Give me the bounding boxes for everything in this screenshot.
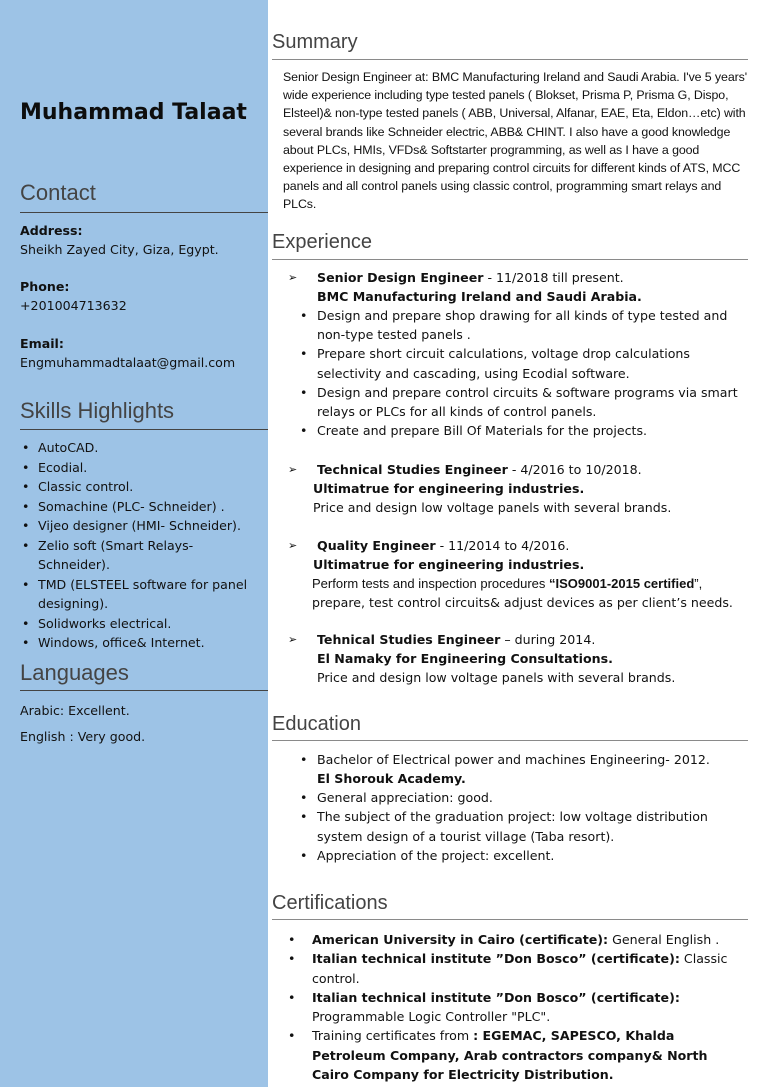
list-item: • Windows, office& Internet. (22, 635, 205, 650)
list-item: • TMD (ELSTEEL software for panel designing). (22, 576, 248, 611)
list-item: • Ecodial. (22, 459, 88, 475)
contact-divider (20, 212, 268, 213)
job-company: Ultimatrue for engineering industries. (313, 557, 585, 572)
job-title-line: Technical Studies Engineer - 4/2016 to 10/2018. (317, 462, 642, 477)
summary-text: Senior Design Engineer at: BMC Manufacturing Ireland and Saudi Arabia. I've 5 years' wide experience including type tested panels ( Blokset, Prisma P, Prisma G, Dispo, Elsteel)& non-type tested panels ( ABB, Universal, Alfanar, EAE, Eta, Eldon…etc) with several brands like Schneider electric, ABB& CHINT. I also have a good knowledge about PLCs, HMIs, VFDs& Softstarter programming, as well as I have a good experience in designing and preparing control circuits for different kinds of ATS, MCC panels and all control panels using classic control, programming smart relays and PLCs. (283, 70, 747, 212)
certifications-divider (272, 919, 748, 920)
email-label: Email: (20, 336, 64, 351)
job-entry (288, 268, 748, 440)
job-company: El Namaky for Engineering Consultations. (317, 651, 613, 666)
list-item: • Solidworks electrical. (22, 615, 172, 631)
job-company: Ultimatrue for engineering industries. (313, 481, 585, 496)
list-item: • Zelio soft (Smart Relays- Schneider). (22, 537, 194, 572)
list-item: • Bachelor of Electrical power and machines Engineering- 2012. (300, 752, 710, 767)
job-title-line: Tehnical Studies Engineer – during 2014. (317, 632, 596, 647)
skills-list (20, 438, 268, 653)
address-label: Address: (20, 223, 83, 238)
skills-heading: Skills Highlights (20, 398, 175, 423)
list-item: • AutoCAD. (22, 440, 99, 455)
education-heading: Education (272, 713, 361, 735)
languages-divider (20, 690, 268, 691)
list-item: • Design and prepare shop drawing for all kinds of type tested and non-type tested panels . (300, 308, 728, 343)
education-school: El Shorouk Academy. (317, 771, 466, 787)
list-item: • Create and prepare Bill Of Materials for the projects. (300, 423, 648, 439)
candidate-name: Muhammad Talaat (20, 100, 247, 125)
arrow-icon: ➢ (288, 463, 298, 476)
email-value: Engmuhammadtalaat@gmail.com (20, 355, 236, 370)
job-company: BMC Manufacturing Ireland and Saudi Arabia. (317, 289, 642, 304)
job-title-line: Quality Engineer - 11/2014 to 4/2016. (317, 538, 570, 553)
job-entry (288, 536, 748, 612)
list-item: • General appreciation: good. (300, 790, 493, 806)
list-item: • Design and prepare control circuits & software programs via smart relays or PLCs for all kinds of control panels. (300, 384, 738, 420)
arrow-icon: ➢ (288, 271, 298, 284)
language-english: English : Very good. (20, 729, 146, 744)
address-value: Sheikh Zayed City, Giza, Egypt. (20, 242, 219, 257)
list-item: • Classic control. (22, 479, 134, 494)
job-entry (288, 460, 748, 517)
arrow-icon: ➢ (288, 539, 298, 552)
language-arabic: Arabic: Excellent. (20, 703, 130, 718)
summary-divider (272, 59, 748, 60)
job-description: Price and design low voltage panels with several brands. (313, 500, 672, 515)
list-item: • Training certificates from : EGEMAC, SAPESCO, Khalda Petroleum Company, Arab contractors company& North Cairo Company for Electricity Distribution. (288, 1028, 708, 1083)
experience-divider (272, 259, 748, 260)
contact-heading: Contact (20, 180, 96, 205)
job-description: Price and design low voltage panels with several brands. (317, 670, 676, 685)
phone-label: Phone: (20, 279, 70, 294)
job-entry (288, 630, 748, 687)
phone-value: +201004713632 (20, 298, 127, 313)
experience-heading: Experience (272, 231, 373, 253)
certifications-list (284, 930, 748, 1084)
education-divider (272, 740, 748, 741)
job-title-line: Senior Design Engineer - 11/2018 till present. (317, 270, 624, 285)
summary-heading: Summary (272, 31, 358, 53)
list-item: • Italian technical institute ”Don Bosco” (certificate): Programmable Logic Controller "PLC". (288, 989, 680, 1025)
main-content (268, 0, 768, 1087)
languages-heading: Languages (20, 660, 129, 685)
list-item: • Vijeo designer (HMI- Schneider). (22, 518, 241, 533)
job-description: Perform tests and inspection procedures “ISO9001-2015 certified”, (312, 576, 703, 591)
list-item: • The subject of the graduation project: low voltage distribution system design of a tourist village (Taba resort). (300, 809, 708, 844)
list-item: • Italian technical institute ”Don Bosco” (certificate): Classic control. (288, 951, 728, 986)
list-item: • Appreciation of the project: excellent. (300, 847, 555, 863)
skills-divider (20, 429, 268, 430)
list-item: • Prepare short circuit calculations, voltage drop calculations selectivity and cascading, using Ecodial software. (300, 346, 690, 381)
certifications-heading: Certifications (272, 892, 388, 914)
education-section (288, 750, 748, 865)
job-description-2: prepare, test control circuits& adjust devices as per client’s needs. (312, 595, 733, 610)
list-item: • American University in Cairo (certificate): General English . (288, 932, 720, 947)
arrow-icon: ➢ (288, 633, 298, 646)
list-item: • Somachine (PLC- Schneider) . (22, 498, 225, 514)
